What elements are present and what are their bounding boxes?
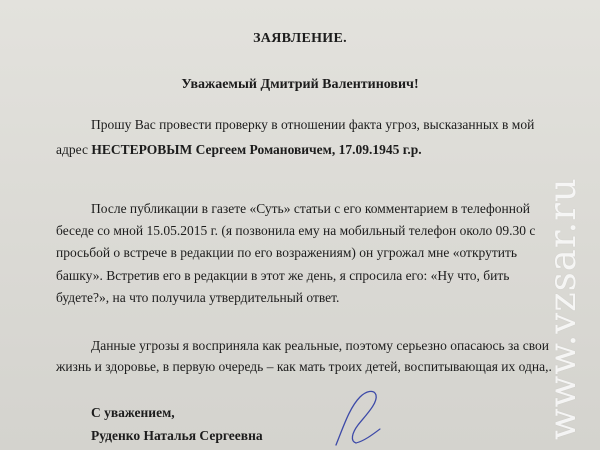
salutation: Уважаемый Дмитрий Валентинович! [181, 77, 419, 92]
signer-name: Руденко Наталья Сергеевна [91, 428, 263, 443]
paragraph-line: Прошу Вас провести проверку в отношении факта угроз, высказанных в мой [91, 117, 535, 132]
closing-phrase: С уважением, [91, 405, 175, 420]
paragraph-line: жизнь и здоровье, в первую очередь – как мать троих детей, воспитывающая их одна,. [56, 359, 552, 374]
paragraph-line: После публикации в газете «Суть» статьи с его комментарием в телефонной [91, 201, 530, 216]
paragraph-line: просьбой о встрече в редакции по его возражениям) он угрожал мне «открутить [56, 245, 518, 260]
paragraph-line [56, 141, 422, 159]
paragraph-line: Данные угрозы я восприняла как реальные, поэтому серьезно опасаюсь за свои [91, 338, 549, 353]
document-title: ЗАЯВЛЕНИЕ. [253, 31, 347, 46]
site-watermark: www.vzsar.ru [541, 177, 584, 440]
paragraph-line: башку». Встретив его в редакции в этот же день, я спросила его: «Ну что, бить [56, 268, 510, 283]
paragraph-line: будете?», на что получила утвердительный ответ. [56, 290, 340, 305]
accused-name: НЕСТЕРОВЫМ Сергеем Романовичем, 17.09.1945 г.р. [91, 142, 422, 157]
paragraph-line: беседе со мной 15.05.2015 г. (я позвонила ему на мобильный телефон около 09.30 с [56, 223, 536, 238]
handwritten-signature [330, 385, 390, 450]
text-fragment: адрес [56, 142, 92, 157]
